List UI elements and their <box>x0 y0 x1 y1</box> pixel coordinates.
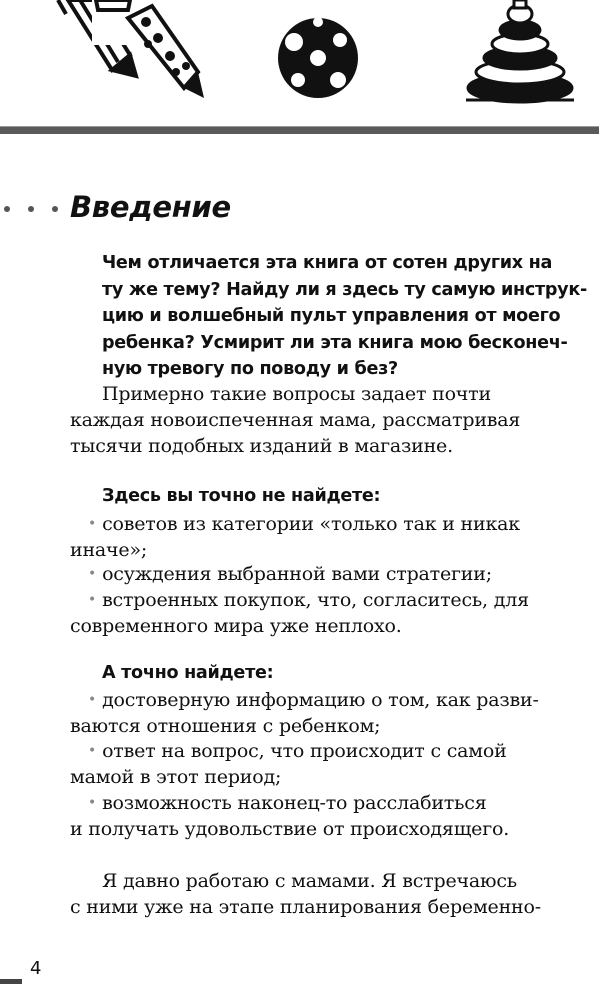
intro-line: ребенка? Усмирит ли эта книга мою бесконеч- <box>102 332 568 353</box>
bullet-icon: • <box>88 692 97 708</box>
paragraph-line: тысячи подобных изданий в магазине. <box>70 435 453 457</box>
list-item <box>88 687 539 716</box>
list-item-continuation: иначе»; <box>70 539 148 561</box>
paragraph-line: с ними уже на этапе планирования беременно- <box>70 896 541 918</box>
dot-icon <box>52 206 58 212</box>
ball-icon <box>278 17 358 98</box>
list-item-continuation: современного мира уже неплохо. <box>70 615 402 637</box>
list-item-text: ответ на вопрос, что происходит с самой <box>102 740 507 762</box>
bullet-icon: • <box>88 592 97 608</box>
bullet-icon: • <box>88 516 97 532</box>
paragraph-line: Я давно работаю с мамами. Я встречаюсь <box>102 870 517 892</box>
bullet-icon: • <box>88 743 97 759</box>
list-item <box>88 790 487 819</box>
intro-line: цию и волшебный пульт управления от моего <box>102 306 561 326</box>
header-rule <box>0 126 599 134</box>
intro-line: ную тревогу по поводу и без? <box>102 359 398 379</box>
paragraph-line: каждая новоиспеченная мама, рассматривая <box>70 409 521 431</box>
list-item-continuation: ваются отношения с ребенком; <box>70 715 381 737</box>
list-item-text: встроенных покупок, что, согласитесь, для <box>102 589 529 611</box>
paragraph-line: Примерно такие вопросы задает почти <box>102 383 491 405</box>
bullet-icon: • <box>88 795 97 811</box>
not-found-heading: Здесь вы точно не найдете: <box>102 486 381 506</box>
list-item <box>88 587 529 616</box>
page-number: 4 <box>30 958 42 979</box>
list-item-continuation: и получать удовольствие от происходящего. <box>70 818 510 840</box>
list-item-text: возможность наконец-то расслабиться <box>102 792 487 814</box>
crayon-icon <box>58 0 136 76</box>
section-heading-row <box>0 190 599 230</box>
intro-line: ту же тему? Найду ли я здесь ту самую инструк- <box>102 279 587 300</box>
decorative-dots <box>4 206 58 212</box>
list-item <box>88 561 492 590</box>
pyramid-toy-icon <box>466 0 574 102</box>
bullet-icon: • <box>88 566 97 582</box>
header-illustration <box>0 0 599 120</box>
list-item-text: достоверную информацию о том, как разви- <box>102 689 539 711</box>
dotted-crayon-icon <box>128 6 204 98</box>
list-item-text: осуждения выбранной вами стратегии; <box>102 563 492 585</box>
list-item <box>88 511 520 540</box>
intro-question-paragraph <box>102 250 587 383</box>
intro-line: Чем отличается эта книга от сотен других на <box>102 253 553 273</box>
found-heading: А точно найдете: <box>102 663 274 683</box>
list-item <box>88 738 507 767</box>
dot-icon <box>4 206 10 212</box>
section-title: Введение <box>70 190 231 224</box>
list-item-continuation: мамой в этот период; <box>70 766 282 788</box>
page-corner-mark <box>0 979 22 984</box>
list-item-text: советов из категории «только так и никак <box>102 513 520 535</box>
dot-icon <box>28 206 34 212</box>
